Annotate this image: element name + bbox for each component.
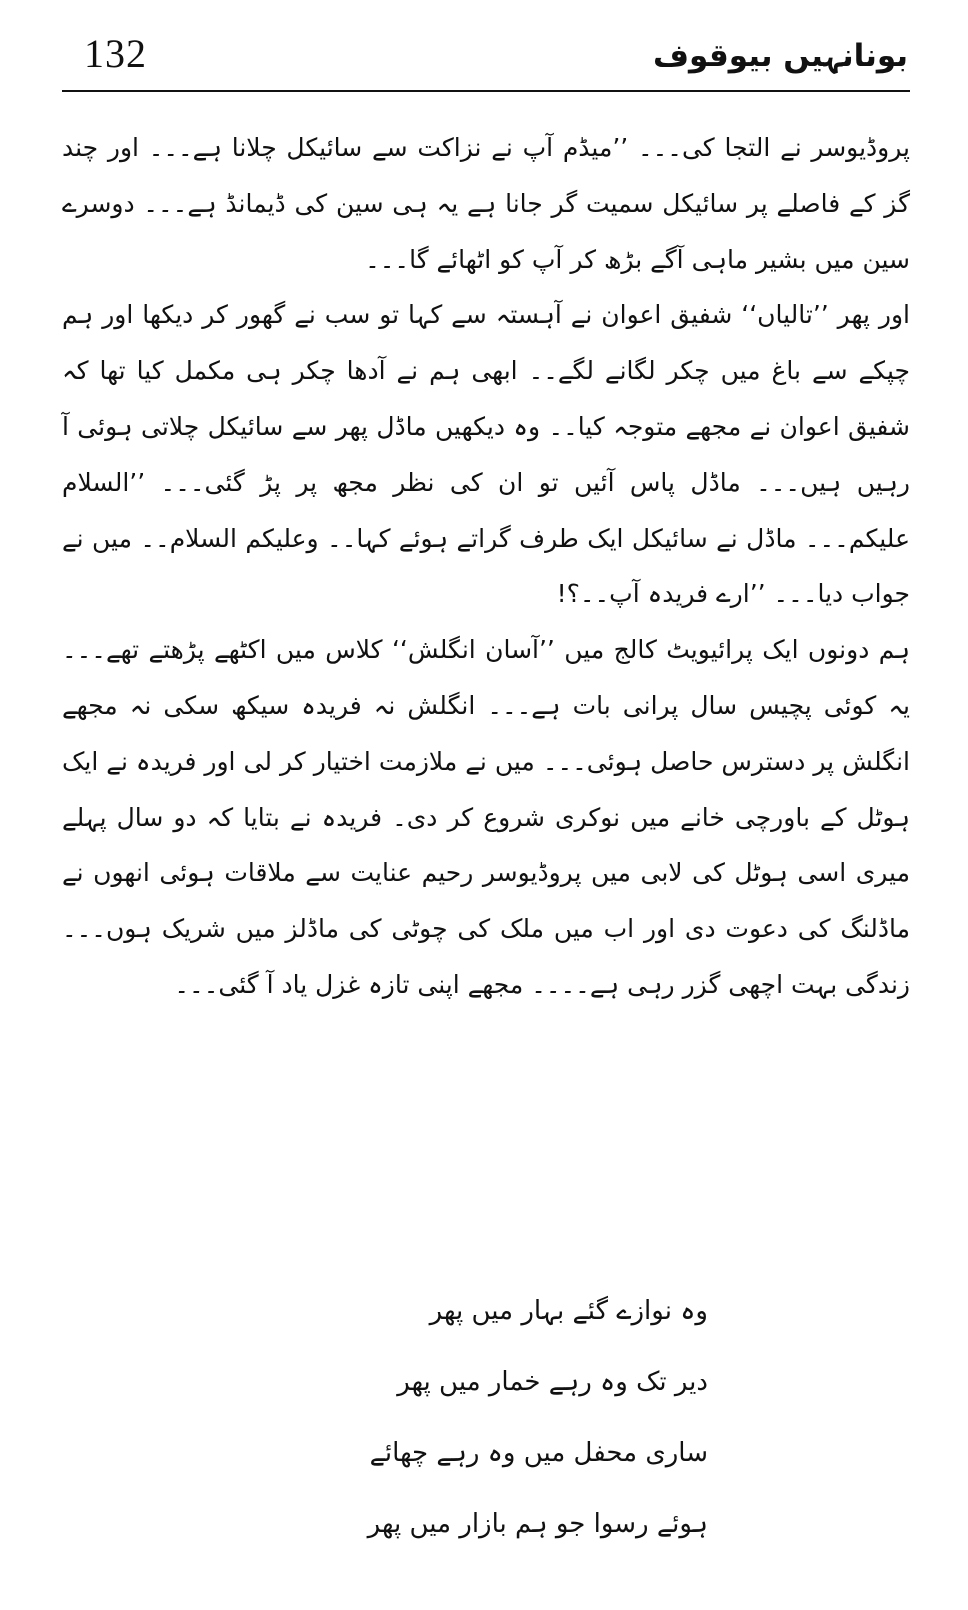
- poem-verse-1: وہ نوازے گئے بہار میں پھر: [429, 1296, 708, 1326]
- paragraph-1: پروڈیوسر نے التجا کی۔۔۔ ’’میڈم آپ نے نزاکت سے سائیکل چلانا ہے۔۔۔ اور چند گز کے فاصلے پر سائیکل سمیت گر جانا ہے یہ ہی سین کی ڈیمانڈ ہے۔۔۔ دوسرے سین میں بشیر ماہی آگے بڑھ کر آپ کو اٹھائے گا۔۔۔: [62, 133, 910, 274]
- header-divider: [62, 90, 910, 92]
- paragraph-2: اور پھر ’’تالیاں‘‘ شفیق اعوان نے آہستہ سے کہا تو سب نے گھور کر دیکھا اور ہم چپکے سے باغ میں چکر لگانے لگے۔۔ ابھی ہم نے آدھا چکر ہی مکمل کیا تھا کہ شفیق اعوان نے مجھے متوجہ کیا۔۔ وہ دیکھیں ماڈل پھر سے سائیکل چلاتی ہوئی آ رہیں ہیں۔۔۔ ماڈل پاس آئیں تو ان کی نظر مجھ پر پڑ گئی۔۔۔ ’’السلام علیکم۔۔۔ ماڈل نے سائیکل ایک طرف گراتے ہوئے کہا۔۔ وعلیکم السلام۔۔ میں نے جواب دیا۔۔۔ ’’ارے فریدہ آپ۔۔؟!: [62, 300, 910, 609]
- body-text: [62, 120, 910, 1013]
- ghazal-poem: [268, 1276, 708, 1560]
- book-title: بونانہیں بیوقوف: [653, 38, 908, 74]
- paragraph-3: ہم دونوں ایک پرائیویٹ کالج میں ’’آسان انگلش‘‘ کلاس میں اکٹھے پڑھتے تھے۔۔۔ یہ کوئی پچیس سال پرانی بات ہے۔۔۔ انگلش نہ فریدہ سیکھ سکی نہ مجھے انگلش پر دسترس حاصل ہوئی۔۔۔ میں نے ملازمت اختیار کر لی اور فریدہ نے ایک ہوٹل کے باورچی خانے میں نوکری شروع کر دی۔ فریدہ نے بتایا کہ دو سال پہلے میری اسی ہوٹل کی لابی میں پروڈیوسر رحیم عنایت سے ملاقات ہوئی انھوں نے ماڈلنگ کی دعوت دی اور اب میں ملک کی چوٹی کی ماڈلز میں شریک ہوں۔۔۔ زندگی بہت اچھی گزر رہی ہے۔۔۔۔ مجھے اپنی تازہ غزل یاد آ گئی۔۔۔: [62, 635, 910, 999]
- page-header: [62, 18, 908, 88]
- poem-verse-4: ہوئے رسوا جو ہم بازار میں پھر: [367, 1509, 708, 1539]
- poem-verse-2: دیر تک وہ رہے خمار میں پھر: [397, 1367, 708, 1397]
- page-number: 132: [84, 31, 147, 76]
- poem-verse-3: ساری محفل میں وہ رہے چھائے: [369, 1438, 708, 1468]
